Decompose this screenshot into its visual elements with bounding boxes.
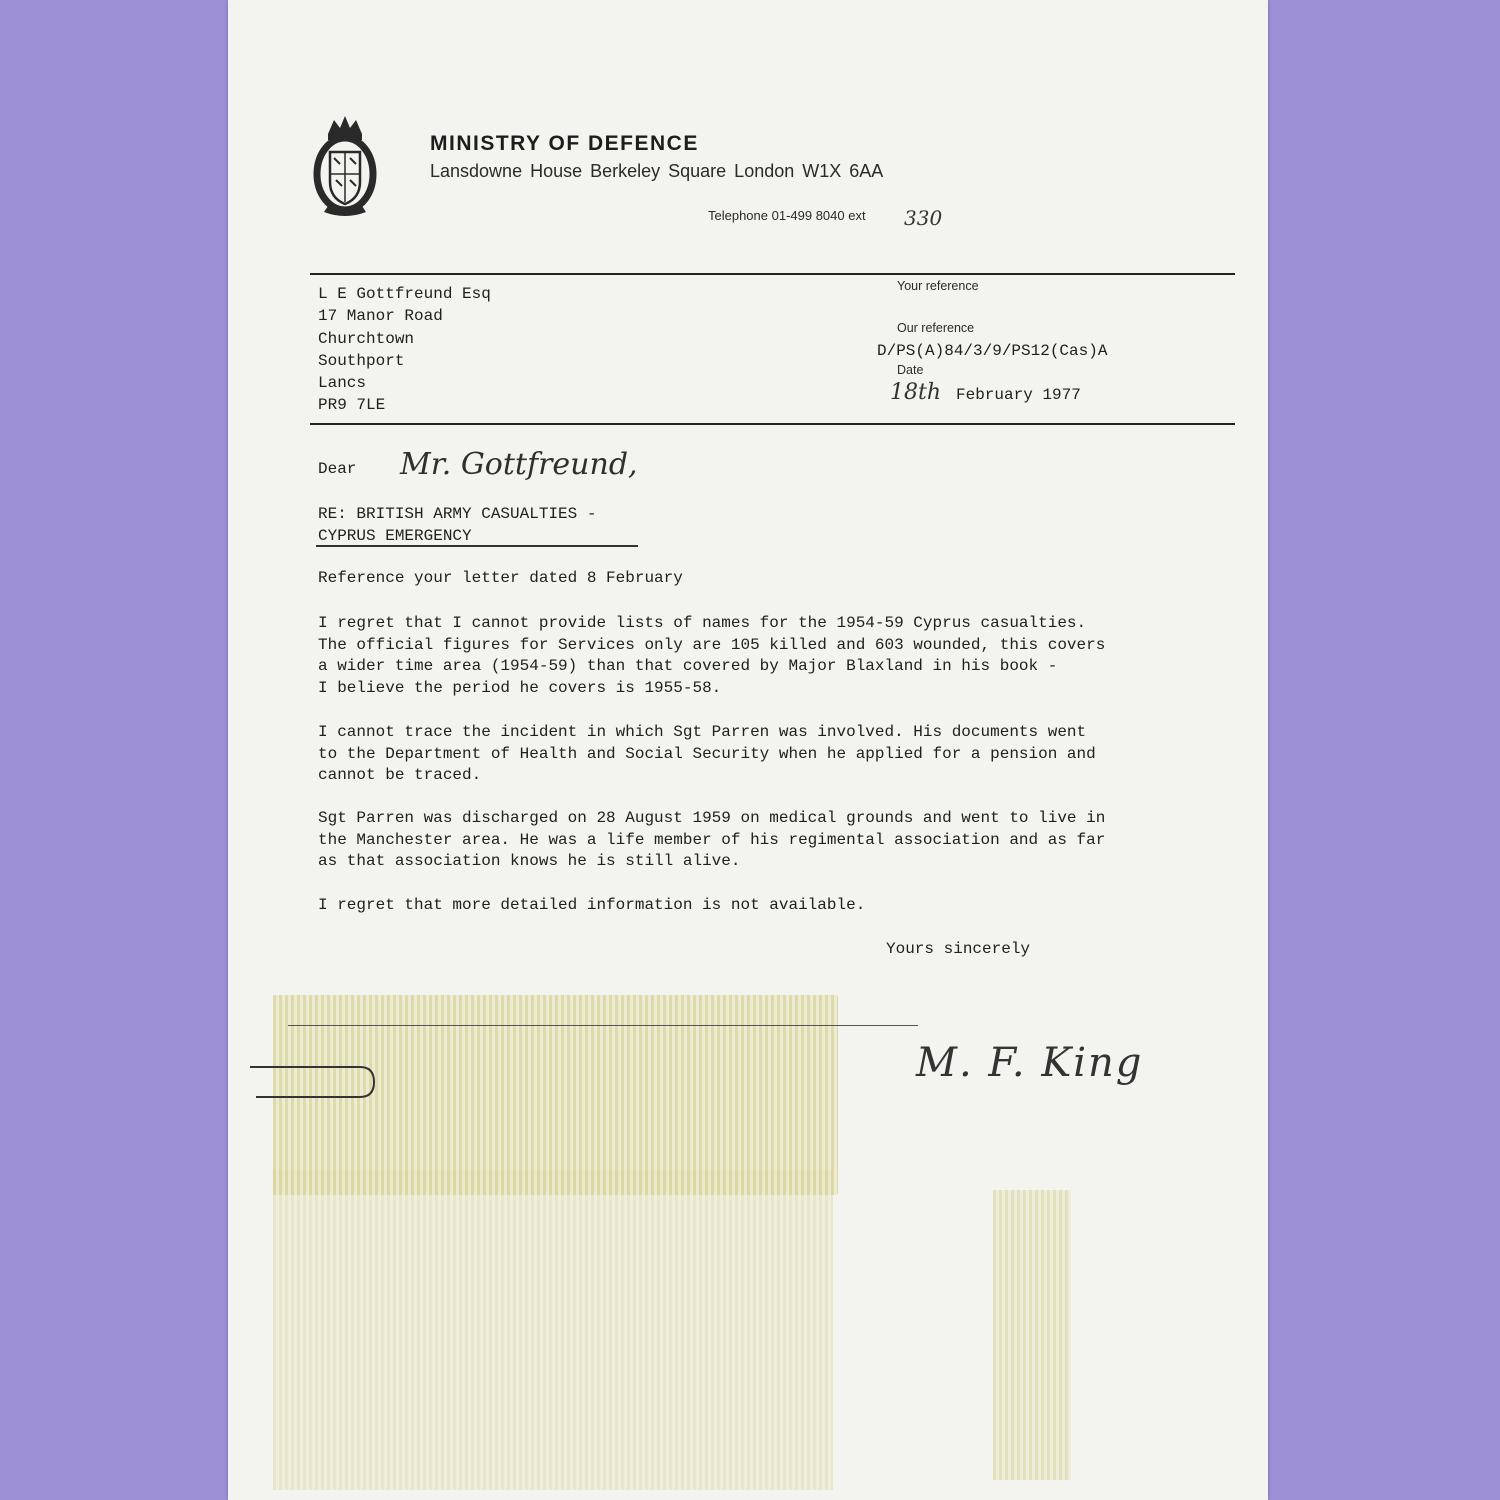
date-handwritten: 18th <box>890 380 942 405</box>
recipient-line: Lancs <box>318 374 367 393</box>
recipient-address <box>318 283 491 417</box>
your-reference-label: Your reference <box>897 279 979 293</box>
signature-line <box>288 1025 918 1026</box>
recipient-line: PR9 7LE <box>318 396 386 415</box>
recipient-line: Southport <box>318 351 405 370</box>
subject-line-2: CYPRUS EMERGENCY <box>318 527 472 545</box>
letterhead-address: Lansdowne House Berkeley Square London W1X 6AA <box>430 161 884 181</box>
paragraph-discharge: Sgt Parren was discharged on 28 August 1959 on medical grounds and went to live in the Manchester area. He was a life member of his regimental association and as far as that association knows he is still alive. <box>318 809 1106 871</box>
letterhead-title: MINISTRY OF DEFENCE <box>430 132 699 155</box>
paragraph-casualty-figures: I regret that I cannot provide lists of names for the 1954-59 Cyprus casualties. The official figures for Services only are 105 killed and 603 wounded, this covers a wider time area (1954-59) than that covered by Major Blaxland in his book - I believe the period he covers is 1955-58. <box>318 614 1106 698</box>
tape-stain-right <box>993 1190 1071 1480</box>
royal-coat-of-arms-icon <box>310 112 380 227</box>
recipient-line: 17 Manor Road <box>318 307 443 326</box>
recipient-line: L E Gottfreund Esq <box>318 285 491 303</box>
recipient-line: Churchtown <box>318 329 415 348</box>
subject-line-1: RE: BRITISH ARMY CASUALTIES - <box>318 505 597 523</box>
header-rule-top <box>310 273 1235 275</box>
salutation-dear: Dear <box>318 460 357 478</box>
header-rule-bottom <box>310 423 1235 425</box>
telephone-extension: 330 <box>904 206 943 230</box>
letter-page <box>228 0 1268 1500</box>
paragraph-regret: I regret that more detailed information is not available. <box>318 896 866 914</box>
handwritten-signature: M. F. King <box>916 1040 1144 1086</box>
subject-heading <box>318 503 596 547</box>
date-label: Date <box>897 363 924 377</box>
paperclip-mark-icon <box>248 1055 378 1110</box>
date-typed: February 1977 <box>956 386 1081 404</box>
paragraph-incident: I cannot trace the incident in which Sgt Parren was involved. His documents went to the Department of Health and Social Security when he applied for a pension and cannot be traced. <box>318 723 1096 785</box>
subject-underline <box>316 545 638 547</box>
our-reference-label: Our reference <box>897 321 975 335</box>
telephone-line: Telephone 01-499 8040 ext <box>708 208 866 223</box>
salutation-handwritten-name: Mr. Gottfreund, <box>400 447 638 482</box>
closing-text: Yours sincerely <box>886 940 1031 958</box>
paragraph-reference: Reference your letter dated 8 February <box>318 569 683 587</box>
tape-stain-faint <box>273 1170 833 1490</box>
our-reference-value: D/PS(A)84/3/9/PS12(Cas)A <box>877 342 1108 360</box>
